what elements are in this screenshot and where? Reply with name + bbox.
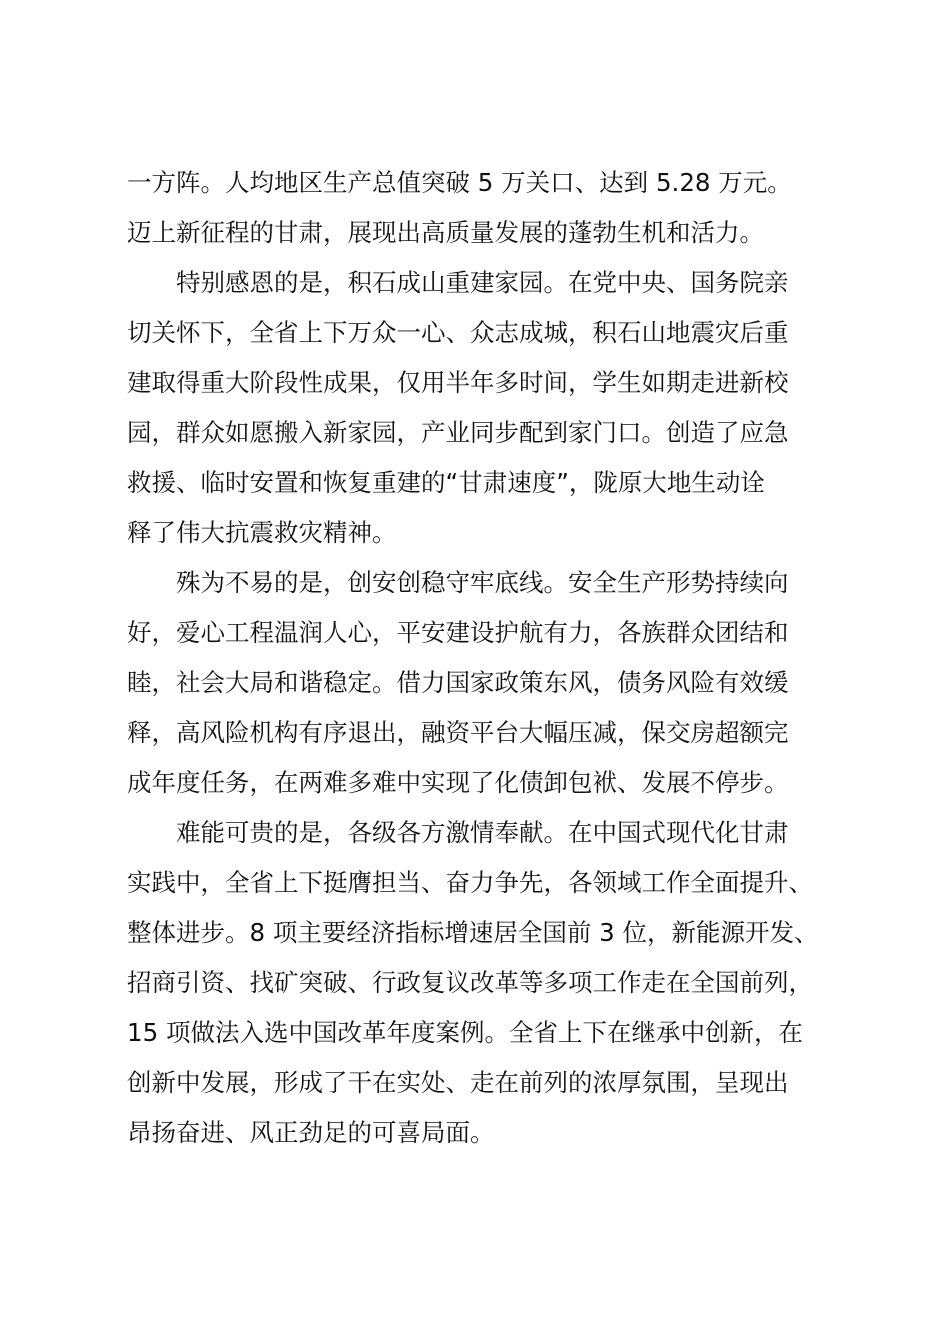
text-line: 切关怀下，全省上下万众一心、众志成城，积石山地震灾后重	[127, 318, 789, 347]
text-line: 招商引资、找矿突破、行政复议改革等多项工作走在全国前列，	[127, 968, 813, 997]
text-line: 成年度任务，在两难多难中实现了化债卸包袱、发展不停步。	[127, 768, 789, 797]
text-line: 一方阵。人均地区生产总值突破 5 万关口、达到 5.28 万元。	[127, 168, 792, 197]
paragraph-start-line: 特别感恩的是，积石成山重建家园。在党中央、国务院亲	[127, 268, 789, 297]
text-line: 创新中发展，形成了干在实处、走在前列的浓厚氛围，呈现出	[127, 1068, 789, 1097]
text-line: 实践中，全省上下挺膺担当、奋力争先，各领域工作全面提升、	[127, 868, 813, 897]
text-line: 15 项做法入选中国改革年度案例。全省上下在继承中创新，在	[127, 1018, 803, 1047]
paragraph-start-line: 难能可贵的是，各级各方激情奉献。在中国式现代化甘肃	[127, 818, 789, 847]
text-line: 好，爱心工程温润人心，平安建设护航有力，各族群众团结和	[127, 618, 789, 647]
text-line: 睦，社会大局和谐稳定。借力国家政策东风，债务风险有效缓	[127, 668, 789, 697]
text-line: 释了伟大抗震救灾精神。	[127, 518, 397, 547]
text-line: 救援、临时安置和恢复重建的“甘肃速度”，陇原大地生动诠	[127, 468, 765, 497]
text-line: 整体进步。8 项主要经济指标增速居全国前 3 位，新能源开发、	[127, 918, 819, 947]
text-line: 昂扬奋进、风正劲足的可喜局面。	[127, 1118, 495, 1147]
text-line: 迈上新征程的甘肃，展现出高质量发展的蓬勃生机和活力。	[127, 218, 764, 247]
text-line: 园，群众如愿搬入新家园，产业同步配到家门口。创造了应急	[127, 418, 789, 447]
text-line: 释，高风险机构有序退出，融资平台大幅压减，保交房超额完	[127, 718, 789, 747]
text-line: 建取得重大阶段性成果，仅用半年多时间，学生如期走进新校	[127, 368, 789, 397]
body-text	[127, 158, 847, 1158]
paragraph-start-line: 殊为不易的是，创安创稳守牢底线。安全生产形势持续向	[127, 568, 789, 597]
